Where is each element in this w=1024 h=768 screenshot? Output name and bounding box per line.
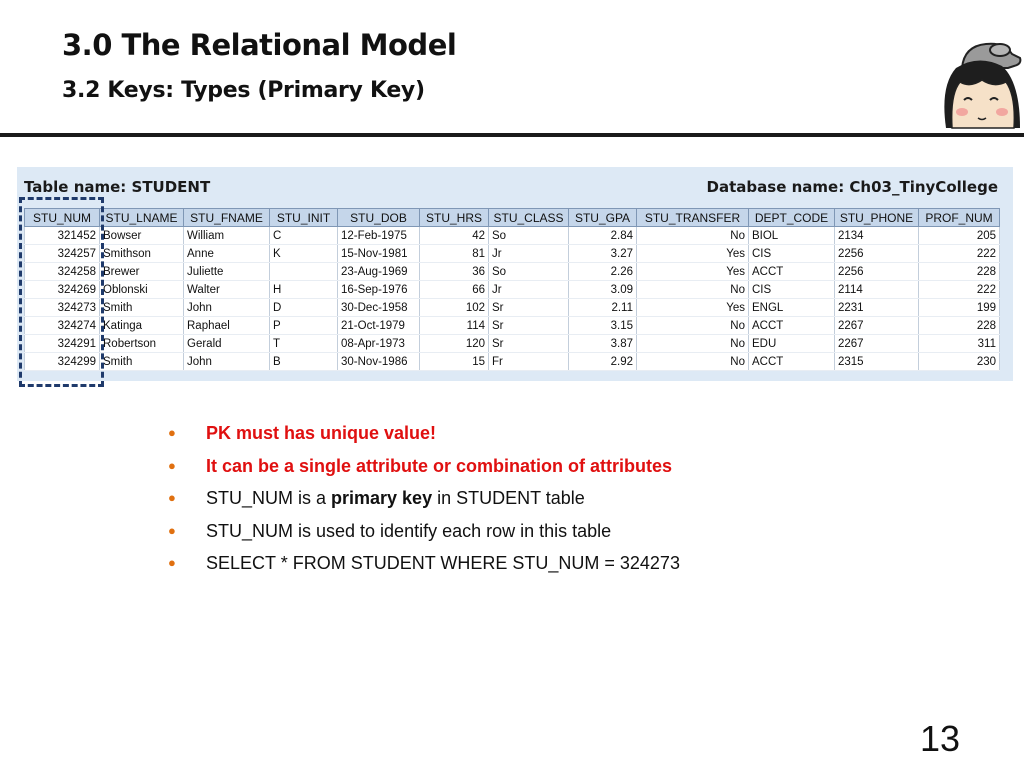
column-header: STU_PHONE xyxy=(835,209,919,227)
table-cell: 102 xyxy=(420,299,489,317)
table-cell: 324257 xyxy=(25,245,100,263)
table-cell: John xyxy=(184,299,270,317)
table-cell: John xyxy=(184,353,270,371)
table-cell: 15 xyxy=(420,353,489,371)
page-number: 13 xyxy=(920,718,961,759)
table-cell: ENGL xyxy=(749,299,835,317)
bullet-dot-icon: ● xyxy=(168,555,176,570)
table-cell: 3.15 xyxy=(569,317,637,335)
column-header: PROF_NUM xyxy=(919,209,1000,227)
table-cell: P xyxy=(270,317,338,335)
table-cell: Sr xyxy=(489,299,569,317)
table-cell: Yes xyxy=(637,245,749,263)
header-divider xyxy=(0,133,1024,137)
character-avatar-icon xyxy=(934,38,1024,132)
slide-subtitle: 3.2 Keys: Types (Primary Key) xyxy=(62,78,425,103)
table-cell: 2.84 xyxy=(569,227,637,245)
table-cell: So xyxy=(489,263,569,281)
table-row xyxy=(25,227,1000,245)
table-cell: ACCT xyxy=(749,263,835,281)
table-cell: 205 xyxy=(919,227,1000,245)
table-cell: Sr xyxy=(489,317,569,335)
table-cell: H xyxy=(270,281,338,299)
table-cell: Fr xyxy=(489,353,569,371)
table-cell: 66 xyxy=(420,281,489,299)
table-cell: Juliette xyxy=(184,263,270,281)
table-header-row xyxy=(25,209,1000,227)
table-cell: Yes xyxy=(637,299,749,317)
table-cell: 321452 xyxy=(25,227,100,245)
table-name-label: Table name: STUDENT xyxy=(24,178,211,196)
table-cell: 228 xyxy=(919,317,1000,335)
table-cell: Smithson xyxy=(100,245,184,263)
table-cell: 2267 xyxy=(835,335,919,353)
table-cell: 3.27 xyxy=(569,245,637,263)
table-cell: 120 xyxy=(420,335,489,353)
table-row xyxy=(25,353,1000,371)
table-cell: 36 xyxy=(420,263,489,281)
table-row xyxy=(25,245,1000,263)
bullet-text: STU_NUM is used to identify each row in this table xyxy=(206,520,612,541)
column-header: STU_NUM xyxy=(25,209,100,227)
table-cell: So xyxy=(489,227,569,245)
table-cell: Sr xyxy=(489,335,569,353)
table-cell: 12-Feb-1975 xyxy=(338,227,420,245)
table-cell: Smith xyxy=(100,353,184,371)
table-cell: 21-Oct-1979 xyxy=(338,317,420,335)
table-cell: BIOL xyxy=(749,227,835,245)
table-cell: 2.26 xyxy=(569,263,637,281)
table-cell: 2134 xyxy=(835,227,919,245)
table-cell: 2231 xyxy=(835,299,919,317)
column-header: STU_HRS xyxy=(420,209,489,227)
table-cell: 2267 xyxy=(835,317,919,335)
table-cell: 30-Dec-1958 xyxy=(338,299,420,317)
bullet-item xyxy=(168,547,680,580)
slide-title: 3.0 The Relational Model xyxy=(62,28,457,62)
table-cell: 311 xyxy=(919,335,1000,353)
table-cell: 324269 xyxy=(25,281,100,299)
table-cell: 2315 xyxy=(835,353,919,371)
database-name-label: Database name: Ch03_TinyCollege xyxy=(706,178,998,196)
bullet-text-post: in STUDENT table xyxy=(432,488,585,508)
table-cell: 222 xyxy=(919,281,1000,299)
table-cell: ACCT xyxy=(749,317,835,335)
bullet-text-pre: STU_NUM is a xyxy=(206,488,332,508)
table-cell: Katinga xyxy=(100,317,184,335)
bullet-text-bold: primary key xyxy=(331,488,433,508)
table-cell xyxy=(270,263,338,281)
table-cell: Anne xyxy=(184,245,270,263)
table-cell: 2114 xyxy=(835,281,919,299)
table-cell: No xyxy=(637,353,749,371)
bullet-dot-icon: ● xyxy=(168,425,176,440)
table-cell: 23-Aug-1969 xyxy=(338,263,420,281)
table-cell: Walter xyxy=(184,281,270,299)
table-cell: 230 xyxy=(919,353,1000,371)
table-cell: 2256 xyxy=(835,245,919,263)
table-cell: 08-Apr-1973 xyxy=(338,335,420,353)
table-cell: 16-Sep-1976 xyxy=(338,281,420,299)
table-cell: ACCT xyxy=(749,353,835,371)
table-cell: C xyxy=(270,227,338,245)
table-cell: EDU xyxy=(749,335,835,353)
column-header: DEPT_CODE xyxy=(749,209,835,227)
table-cell: Robertson xyxy=(100,335,184,353)
table-cell: 324273 xyxy=(25,299,100,317)
table-cell: CIS xyxy=(749,281,835,299)
table-row xyxy=(25,281,1000,299)
table-cell: 81 xyxy=(420,245,489,263)
student-table xyxy=(24,208,1000,371)
table-cell: 30-Nov-1986 xyxy=(338,353,420,371)
table-cell: Smith xyxy=(100,299,184,317)
table-row xyxy=(25,263,1000,281)
table-cell: Raphael xyxy=(184,317,270,335)
primary-key-highlight xyxy=(19,197,104,387)
table-cell: 222 xyxy=(919,245,1000,263)
bullet-item xyxy=(168,482,680,515)
column-header: STU_LNAME xyxy=(100,209,184,227)
column-header: STU_CLASS xyxy=(489,209,569,227)
table-cell: 3.09 xyxy=(569,281,637,299)
table-cell: William xyxy=(184,227,270,245)
table-cell: 2.92 xyxy=(569,353,637,371)
table-cell: No xyxy=(637,281,749,299)
table-cell: 2256 xyxy=(835,263,919,281)
column-header: STU_TRANSFER xyxy=(637,209,749,227)
column-header: STU_DOB xyxy=(338,209,420,227)
table-cell: K xyxy=(270,245,338,263)
table-cell: Jr xyxy=(489,281,569,299)
table-cell: T xyxy=(270,335,338,353)
table-cell: 324258 xyxy=(25,263,100,281)
bullet-text: It can be a single attribute or combination of attributes xyxy=(206,455,673,476)
table-cell: No xyxy=(637,317,749,335)
table-cell: 324291 xyxy=(25,335,100,353)
table-cell: 2.11 xyxy=(569,299,637,317)
table-cell: Bowser xyxy=(100,227,184,245)
table-cell: B xyxy=(270,353,338,371)
column-header: STU_INIT xyxy=(270,209,338,227)
table-cell: 324274 xyxy=(25,317,100,335)
table-row xyxy=(25,317,1000,335)
table-cell: 3.87 xyxy=(569,335,637,353)
table-cell: CIS xyxy=(749,245,835,263)
table-row xyxy=(25,335,1000,353)
table-cell: 114 xyxy=(420,317,489,335)
bullet-list xyxy=(168,417,680,580)
column-header: STU_GPA xyxy=(569,209,637,227)
bullet-dot-icon: ● xyxy=(168,490,176,505)
table-row xyxy=(25,299,1000,317)
bullet-dot-icon: ● xyxy=(168,457,176,473)
table-cell: Yes xyxy=(637,263,749,281)
table-cell: Brewer xyxy=(100,263,184,281)
bullet-item xyxy=(168,515,680,548)
table-cell: 199 xyxy=(919,299,1000,317)
table-cell: 15-Nov-1981 xyxy=(338,245,420,263)
bullet-text: SELECT * FROM STUDENT WHERE STU_NUM = 324273 xyxy=(206,553,680,573)
bullet-dot-icon: ● xyxy=(168,522,176,538)
table-cell: 324299 xyxy=(25,353,100,371)
table-cell: 228 xyxy=(919,263,1000,281)
table-cell: No xyxy=(637,227,749,245)
bullet-item xyxy=(168,450,680,483)
table-cell: Gerald xyxy=(184,335,270,353)
table-cell: Oblonski xyxy=(100,281,184,299)
table-cell: Jr xyxy=(489,245,569,263)
bullet-text: PK must has unique value! xyxy=(206,423,437,443)
bullet-item xyxy=(168,417,680,450)
table-cell: D xyxy=(270,299,338,317)
table-cell: 42 xyxy=(420,227,489,245)
column-header: STU_FNAME xyxy=(184,209,270,227)
table-cell: No xyxy=(637,335,749,353)
